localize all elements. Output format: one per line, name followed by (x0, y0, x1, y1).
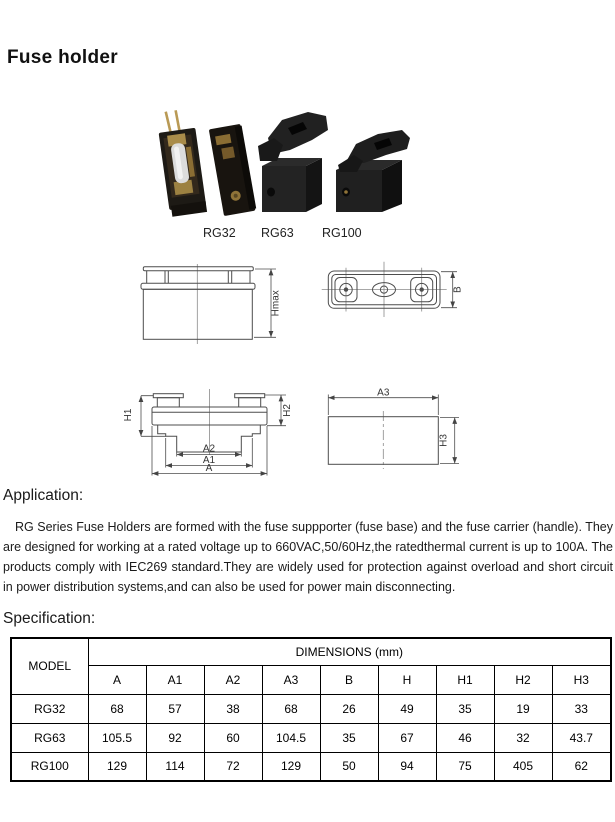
dim-label-a2: A2 (202, 443, 216, 455)
dim-label-h3: H3 (438, 434, 450, 447)
table-cell: 33 (552, 694, 611, 723)
drawing-side-view (320, 388, 468, 470)
table-cell: 26 (320, 694, 378, 723)
table-row-rg32 (11, 694, 611, 723)
product-caption-rg100: RG100 (322, 226, 362, 240)
table-cell: 68 (88, 694, 146, 723)
table-cell: 75 (436, 752, 494, 781)
table-row-rg100 (11, 752, 611, 781)
col-header-a2: A2 (204, 665, 262, 694)
dim-label-a: A (205, 463, 213, 474)
application-heading: Application: (3, 487, 84, 504)
col-header-b: B (320, 665, 378, 694)
table-cell: 43.7 (552, 723, 611, 752)
table-row-rg63 (11, 723, 611, 752)
col-header-h1: H1 (436, 665, 494, 694)
table-cell: 94 (378, 752, 436, 781)
row-model: RG32 (11, 694, 88, 723)
table-cell: 62 (552, 752, 611, 781)
dim-label-a1: A1 (202, 455, 216, 466)
model-column-header: MODEL (11, 638, 88, 694)
product-rg32-base-photo (156, 108, 207, 217)
col-header-h2: H2 (494, 665, 552, 694)
product-caption-rg32: RG32 (203, 226, 236, 240)
dim-label-a3: A3 (377, 387, 390, 399)
drawing-base-view (120, 385, 298, 480)
product-carrier-photo (209, 124, 257, 216)
table-cell: 57 (146, 694, 204, 723)
page-title: Fuse holder (7, 46, 118, 68)
dim-label-h1: H1 (123, 408, 134, 422)
table-cell: 129 (88, 752, 146, 781)
table-cell: 129 (262, 752, 320, 781)
product-rg100-photo (336, 130, 410, 212)
col-header-h: H (378, 665, 436, 694)
table-cell: 46 (436, 723, 494, 752)
specification-heading: Specification: (3, 610, 96, 627)
application-paragraph: RG Series Fuse Holders are formed with the fuse suppporter (fuse base) and the fuse carrier (handle). They are designed for working at a rated voltage up to 660VAC,50/60Hz,the ratedthermal current is up to 100A. The products comply with IEC269 standard.They are widely used for protection against overload and short circuit in power distribution systems,and can also be used for power main disconnecting. (3, 520, 613, 594)
table-cell: 50 (320, 752, 378, 781)
table-cell: 35 (320, 723, 378, 752)
dim-label-b: B (452, 286, 464, 293)
table-cell: 49 (378, 694, 436, 723)
spec-table (10, 637, 612, 782)
row-model: RG63 (11, 723, 88, 752)
table-cell: 92 (146, 723, 204, 752)
product-photo (150, 104, 460, 226)
table-cell: 32 (494, 723, 552, 752)
col-header-h3: H3 (552, 665, 611, 694)
table-cell: 67 (378, 723, 436, 752)
row-model: RG100 (11, 752, 88, 781)
table-cell: 35 (436, 694, 494, 723)
table-cell: 405 (494, 752, 552, 781)
table-cell: 68 (262, 694, 320, 723)
table-cell: 60 (204, 723, 262, 752)
col-header-a: A (88, 665, 146, 694)
table-cell: 19 (494, 694, 552, 723)
product-caption-rg63: RG63 (261, 226, 294, 240)
table-cell: 72 (204, 752, 262, 781)
drawing-top-view (315, 258, 465, 320)
table-cell: 114 (146, 752, 204, 781)
col-header-a3: A3 (262, 665, 320, 694)
dim-label-h2: H2 (282, 404, 293, 417)
dim-label-hmax: Hmax (270, 290, 282, 317)
table-cell: 104.5 (262, 723, 320, 752)
dimensions-header: DIMENSIONS (mm) (88, 638, 611, 665)
drawing-front-view (130, 258, 290, 350)
table-cell: 38 (204, 694, 262, 723)
product-rg63-photo (258, 112, 328, 212)
col-header-a1: A1 (146, 665, 204, 694)
table-cell: 105.5 (88, 723, 146, 752)
